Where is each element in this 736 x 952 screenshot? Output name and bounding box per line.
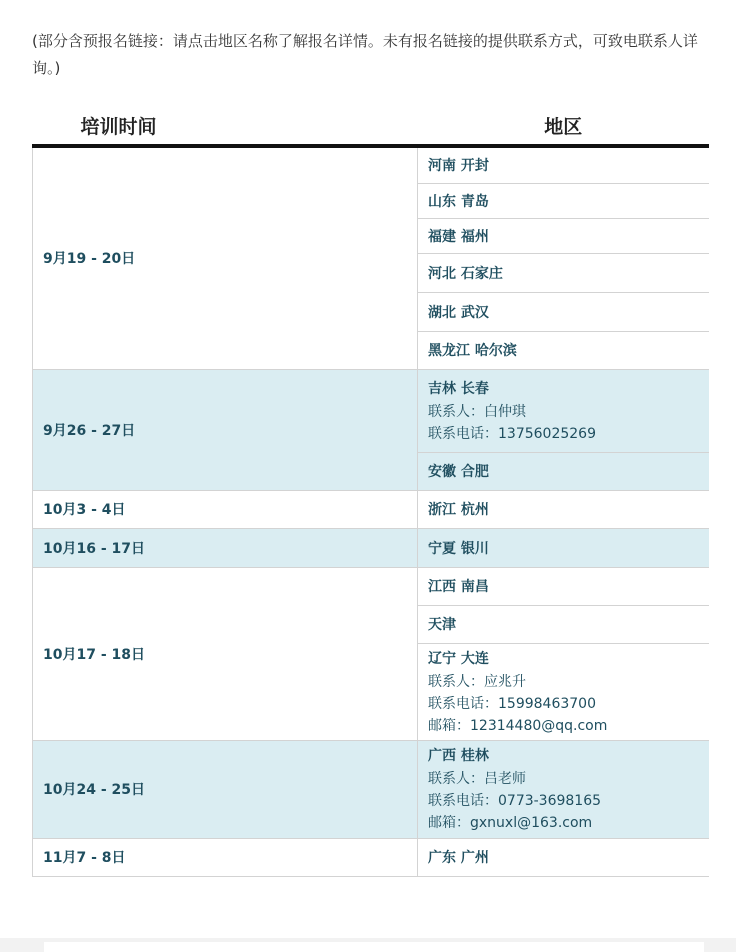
region-name-link[interactable]: 宁夏 银川 bbox=[428, 540, 489, 557]
session-date: 11月7 - 8日 bbox=[33, 838, 418, 876]
contact-line: 联系人：应兆升 bbox=[428, 673, 526, 690]
table-row bbox=[33, 146, 710, 183]
contact-line: 邮箱：gxnuxl@163.com bbox=[428, 815, 593, 831]
region-name-link[interactable]: 浙江 杭州 bbox=[428, 502, 489, 518]
region-cell bbox=[418, 838, 710, 876]
table-row bbox=[33, 740, 710, 838]
region-cell bbox=[418, 490, 710, 528]
region-name-link[interactable]: 广东 广州 bbox=[428, 850, 489, 866]
region-name-link[interactable]: 河北 石家庄 bbox=[428, 265, 503, 282]
region-cell bbox=[418, 528, 710, 567]
region-cell bbox=[418, 605, 710, 643]
region-name-link[interactable]: 山东 青岛 bbox=[428, 193, 489, 210]
table-row bbox=[33, 490, 710, 528]
session-date: 10月16 - 17日 bbox=[33, 528, 418, 567]
session-date: 9月26 - 27日 bbox=[33, 369, 418, 490]
schedule-body bbox=[33, 146, 710, 876]
region-cell bbox=[418, 369, 710, 452]
session-date: 9月19 - 20日 bbox=[33, 146, 418, 369]
region-cell bbox=[418, 643, 710, 740]
contact-line: 联系人：吕老师 bbox=[428, 771, 526, 787]
region-cell bbox=[418, 253, 710, 292]
header-training-time: 培训时间 bbox=[33, 108, 418, 146]
region-cell bbox=[418, 292, 710, 331]
region-name-link[interactable]: 黑龙江 哈尔滨 bbox=[428, 343, 517, 359]
session-date: 10月17 - 18日 bbox=[33, 567, 418, 740]
region-cell bbox=[418, 452, 710, 490]
schedule-table-container bbox=[32, 108, 709, 877]
contact-line: 联系人：白仲琪 bbox=[428, 403, 526, 420]
region-cell bbox=[418, 567, 710, 605]
region-cell bbox=[418, 331, 710, 369]
contact-line: 邮箱：12314480@qq.com bbox=[428, 717, 608, 734]
region-cell bbox=[418, 740, 710, 838]
session-date: 10月3 - 4日 bbox=[33, 490, 418, 528]
table-row bbox=[33, 567, 710, 605]
footer-bar bbox=[0, 938, 736, 952]
region-name-link[interactable]: 江西 南昌 bbox=[428, 579, 489, 595]
region-cell bbox=[418, 218, 710, 253]
contact-line: 联系电话：0773-3698165 bbox=[428, 793, 602, 809]
schedule-table bbox=[32, 108, 709, 877]
table-row bbox=[33, 528, 710, 567]
region-name-link[interactable]: 吉林 长春 bbox=[428, 380, 489, 397]
region-name-link[interactable]: 河南 开封 bbox=[428, 158, 489, 175]
region-name-link[interactable]: 湖北 武汉 bbox=[428, 304, 489, 321]
region-cell bbox=[418, 146, 710, 183]
contact-line: 联系电话：13756025269 bbox=[428, 425, 596, 442]
region-name-link[interactable]: 辽宁 大连 bbox=[428, 650, 489, 667]
contact-line: 联系电话：15998463700 bbox=[428, 695, 596, 712]
table-row bbox=[33, 369, 710, 452]
table-row bbox=[33, 838, 710, 876]
session-date: 10月24 - 25日 bbox=[33, 740, 418, 838]
region-name-link[interactable]: 福建 福州 bbox=[428, 228, 489, 245]
region-name-link[interactable]: 广西 桂林 bbox=[428, 748, 489, 764]
region-name-link[interactable]: 安徽 合肥 bbox=[428, 464, 489, 480]
footer-bar-inner bbox=[44, 942, 704, 952]
table-header-row bbox=[33, 108, 710, 146]
region-name-link[interactable]: 天津 bbox=[428, 617, 456, 633]
region-cell bbox=[418, 183, 710, 218]
intro-text: (部分含预报名链接：请点击地区名称了解报名详情。未有报名链接的提供联系方式，可致电联系人详询。) bbox=[32, 32, 698, 77]
header-region: 地区 bbox=[418, 108, 710, 146]
